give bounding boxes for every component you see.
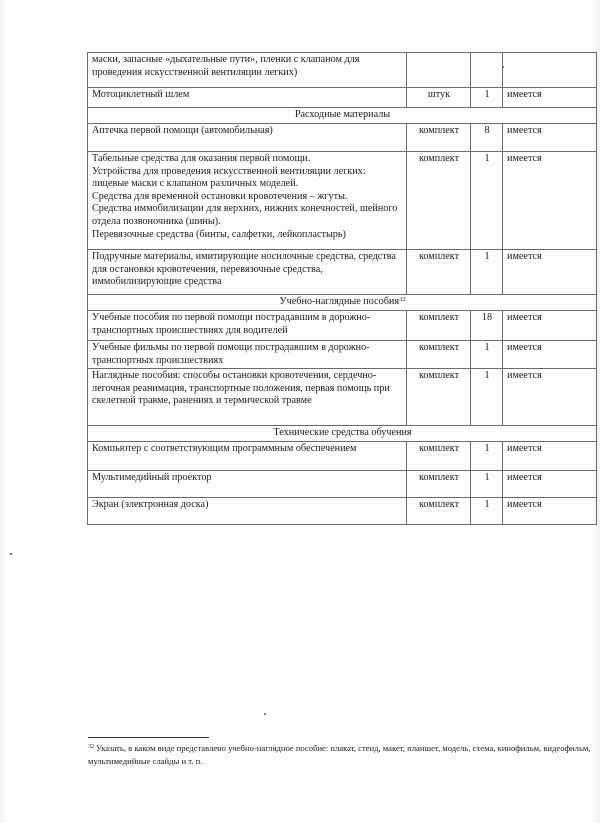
item-name-cell: Аптечка первой помощи (автомобильная) xyxy=(88,124,407,152)
status-cell: имеется xyxy=(503,152,597,250)
table-row xyxy=(88,250,597,295)
scan-speck xyxy=(502,66,504,68)
quantity-cell xyxy=(471,53,503,88)
table-row xyxy=(88,311,597,341)
table-row xyxy=(88,124,597,152)
quantity-cell: 1 xyxy=(471,152,503,250)
table-row xyxy=(88,369,597,426)
quantity-cell: 1 xyxy=(471,369,503,426)
section-title-text: Технические средства обучения xyxy=(273,427,412,439)
table-row xyxy=(88,88,597,108)
unit-cell: штук xyxy=(407,88,471,108)
item-name-cell: Мотоциклетный шлем xyxy=(88,88,407,108)
quantity-cell: 1 xyxy=(471,88,503,108)
scan-speck xyxy=(264,713,266,715)
table-row xyxy=(88,341,597,369)
unit-cell: комплект xyxy=(407,369,471,426)
item-name-cell: Наглядные пособия: способы остановки кровотечения, сердечно-легочная реанимация, транспортные положения, первая помощь при скелетной травме, ранениях и термической травме xyxy=(88,369,407,426)
status-cell: имеется xyxy=(503,369,597,426)
unit-cell: комплект xyxy=(407,442,471,471)
table-row xyxy=(88,152,597,250)
status-cell: имеется xyxy=(503,498,597,525)
item-name-cell: Табельные средства для оказания первой помощи. Устройства для проведения искусственной вентиляции легких: лицевые маски с клапаном различных моделей. Средства для временной остановки кровотечения – жгуты. Средства иммобилизации для верхних, нижних конечностей, шейного отдела позвоночника (шины). Перевязочные средства (бинты, салфетки, лейкопластырь) xyxy=(88,152,407,250)
status-cell: имеется xyxy=(503,341,597,369)
unit-cell: комплект xyxy=(407,250,471,295)
section-title-text: Расходные материалы xyxy=(294,109,391,120)
quantity-cell: 1 xyxy=(471,250,503,295)
table-row xyxy=(88,471,597,498)
quantity-cell: 1 xyxy=(471,471,503,498)
section-title-text: Учебно-наглядные пособия xyxy=(279,296,400,307)
item-name-cell: Мультимедийный проектор xyxy=(88,471,407,498)
table-row xyxy=(88,442,597,471)
status-cell: имеется xyxy=(503,442,597,471)
status-cell: имеется xyxy=(503,471,597,498)
section-title xyxy=(88,426,597,442)
footnote-text: Указать, в каком виде представлено учебно-наглядное пособие: плакат, стенд, макет, планшет, модель, схема, кинофильм, видеофильм, мультимедийные слайды и т. п. xyxy=(88,743,591,766)
quantity-cell: 1 xyxy=(471,442,503,471)
unit-cell: комплект xyxy=(407,124,471,152)
footnote-mark: 32 xyxy=(88,744,94,750)
status-cell: имеется xyxy=(503,250,597,295)
item-name-cell: Учебные пособия по первой помощи пострадавшим в дорожно-транспортных происшествиях для водителей xyxy=(88,311,407,341)
quantity-cell: 1 xyxy=(471,498,503,525)
footnote xyxy=(88,742,593,767)
status-cell: имеется xyxy=(503,88,597,108)
unit-cell xyxy=(407,53,471,88)
scan-speck xyxy=(10,553,12,555)
section-title xyxy=(88,108,597,124)
equipment-table xyxy=(87,52,597,525)
table-row xyxy=(88,53,597,88)
status-cell: имеется xyxy=(503,124,597,152)
unit-cell: комплект xyxy=(407,311,471,341)
footnote-separator xyxy=(88,737,209,738)
section-header-row xyxy=(88,108,597,124)
item-name-cell: Компьютер с соответствующим программным обеспечением xyxy=(88,442,407,471)
status-cell: имеется xyxy=(503,311,597,341)
section-header-row xyxy=(88,295,597,311)
unit-cell: комплект xyxy=(407,471,471,498)
equipment-table-body xyxy=(88,53,597,525)
unit-cell: комплект xyxy=(407,341,471,369)
quantity-cell: 1 xyxy=(471,341,503,369)
item-name-cell: Подручные материалы, имитирующие носилочные средства, средства для остановки кровотечения, перевязочные средства, иммобилизирующие средства xyxy=(88,250,407,295)
section-title xyxy=(88,295,597,311)
unit-cell: комплект xyxy=(407,498,471,525)
table-row xyxy=(88,498,597,525)
item-name-cell: Учебные фильмы по первой помощи пострадавшим в дорожно-транспортных происшествиях xyxy=(88,341,407,369)
quantity-cell: 18 xyxy=(471,311,503,341)
section-header-row xyxy=(88,426,597,442)
quantity-cell: 8 xyxy=(471,124,503,152)
status-cell xyxy=(503,53,597,88)
item-name-cell: маски, запасные «дыхательные пути», пленки с клапаном для проведения искусственной вентиляции легких) xyxy=(88,53,407,88)
unit-cell: комплект xyxy=(407,152,471,250)
footnote-ref: 32 xyxy=(399,296,406,303)
item-name-cell: Экран (электронная доска) xyxy=(88,498,407,525)
